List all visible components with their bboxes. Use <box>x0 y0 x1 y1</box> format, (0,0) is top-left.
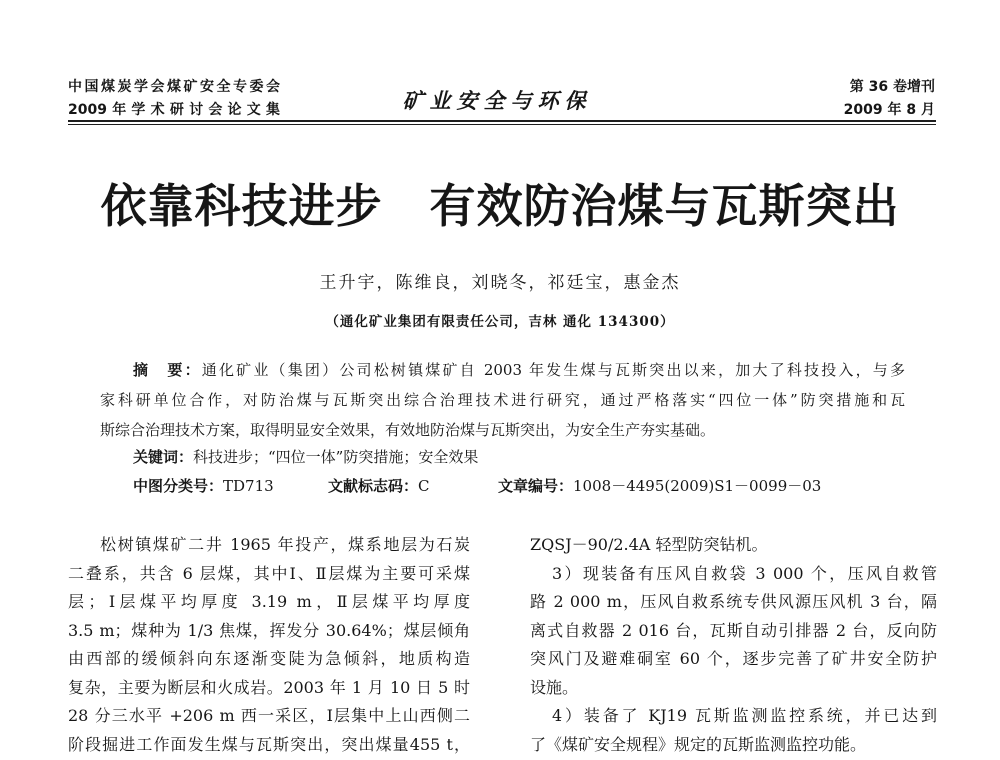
body-line: 3）现装备有压风自救袋 3 000 个，压风自救管 <box>552 563 937 583</box>
document-code-value: C <box>418 477 430 495</box>
document-code-label: 文献标志码： <box>328 477 419 495</box>
body-line: 3.5 m；煤种为 1/3 焦煤，挥发分 30.64%；煤层倾角 <box>68 620 470 640</box>
classification-row <box>0 475 1000 497</box>
clc-number <box>133 475 274 497</box>
clc-value: TD713 <box>223 477 274 495</box>
keywords-label: 关键词： <box>133 448 194 466</box>
article-number-value: 1008－4495(2009)S1－0099－03 <box>573 477 822 495</box>
body-right-column <box>530 531 937 759</box>
body-line: 设施。 <box>530 677 579 697</box>
affiliation: （通化矿业集团有限责任公司，吉林 通化 134300） <box>325 314 675 330</box>
body-line: 离式自救器 2 016 台，瓦斯自动引排器 2 台，反向防 <box>530 620 937 640</box>
keywords <box>133 446 905 468</box>
abstract-text: 通化矿业（集团）公司松树镇煤矿自 2003 年发生煤与瓦斯突出以来，加大了科技投入，与多 <box>201 361 905 379</box>
body-line: 松树镇煤矿二井 1965 年投产，煤系地层为石炭 <box>100 535 470 554</box>
header-society: 中国煤炭学会煤矿安全专委会 <box>68 79 280 95</box>
header-rule <box>68 120 936 125</box>
header-date: 2009 年 8 月 <box>843 102 935 118</box>
body-line: 路 2 000 m，压风自救系统专供风源压风机 3 台，隔 <box>530 592 937 611</box>
body-line: 阶段掘进工作面发生煤与瓦斯突出，突出煤量455 t， <box>68 734 470 754</box>
body-line: 复杂，主要为断层和火成岩。2003 年 1 月 10 日 5 时 <box>68 677 470 697</box>
keywords-text: 科技进步；“四位一体”防突措施；安全效果 <box>193 448 479 466</box>
abstract-line: 家科研单位合作，对防治煤与瓦斯突出综合治理技术进行研究，通过严格落实“四位一体”防突措施和瓦 <box>100 391 905 409</box>
article-number-label: 文章编号： <box>498 477 574 495</box>
body-line: 了《煤矿安全规程》规定的瓦斯监测监控功能。 <box>530 734 867 754</box>
body-line: 二叠系，共含 6 层煤，其中Ⅰ、Ⅱ层煤为主要可采煤 <box>68 563 470 583</box>
journal-name: 矿业安全与环保 <box>402 88 592 113</box>
body-line: 4）装备了 KJ19 瓦斯监测监控系统，并已达到 <box>552 706 937 725</box>
document-code <box>328 475 430 497</box>
abstract-line: 斯综合治理技术方案，取得明显安全效果，有效地防治煤与瓦斯突出，为安全生产夯实基础。 <box>100 421 716 439</box>
clc-label: 中图分类号： <box>133 477 224 495</box>
body-line: 由西部的缓倾斜向东逐渐变陡为急倾斜，地质构造 <box>68 649 470 668</box>
body-line: 层；Ⅰ层煤平均厚度 3.19 m，Ⅱ层煤平均厚度 <box>68 592 470 611</box>
body-line: ZQSJ－90/2.4A 轻型防突钻机。 <box>530 535 768 554</box>
article-number <box>498 475 821 497</box>
author-list: 王升宇，陈维良，刘晓冬，祁廷宝，惠金杰 <box>319 273 681 293</box>
body-line: 28 分三水平 +206 m 西一采区，Ⅰ层集中上山西侧二 <box>68 706 470 725</box>
paper-title: 依靠科技进步 有效防治煤与瓦斯突出 <box>100 179 900 233</box>
header-volume: 第 36 卷增刊 <box>849 79 935 95</box>
header-proceedings: 2009年学术研讨会论文集 <box>68 102 280 118</box>
abstract-line <box>133 359 905 381</box>
body-line: 突风门及避难硐室 60 个，逐步完善了矿井安全防护 <box>530 649 937 668</box>
body-left-column <box>68 531 470 759</box>
abstract-label: 摘 要： <box>133 361 202 379</box>
